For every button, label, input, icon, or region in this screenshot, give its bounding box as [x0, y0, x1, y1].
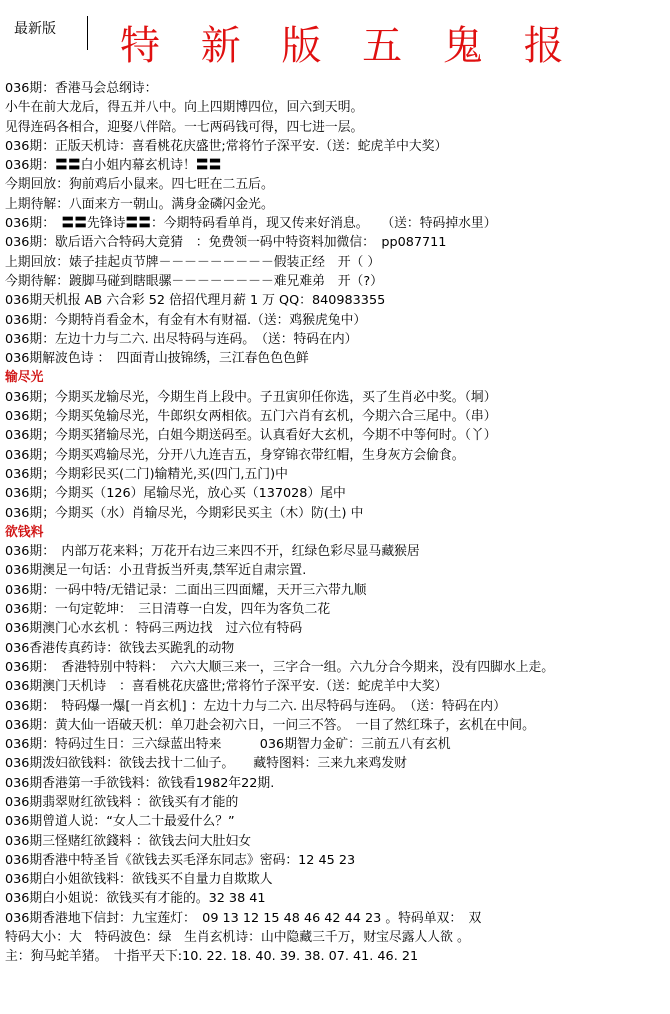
- text-line: 036期香港中特圣旨《欲钱去买毛泽东同志》密码：12 45 23: [5, 852, 356, 868]
- text-line: 036期：正版天机诗：喜看桃花庆盛世;常将竹子深平安.（送：蛇虎羊中大奖）: [5, 138, 448, 154]
- text-line: 036期澳门心水玄机 ：特码三两边找 过六位有特码: [5, 621, 303, 637]
- document-body: [0, 79, 670, 967]
- text-line: 036期香港第一手欲钱料：欲钱看1982年22期.: [5, 775, 275, 791]
- text-line: 036期：左边十力与二六. 出尽特码与连码。 （送：特码在内）: [5, 331, 358, 347]
- text-line: 036期；今期买（水）肖输尽光，今期彩民买主（木）防(土) 中: [5, 505, 364, 521]
- text-line: 036期： 〓〓先锋诗〓〓：今期特码看单肖，现又传来好消息。 （送：特码掉水里）: [5, 216, 497, 232]
- text-line: 036期白小姐说：欲钱买有才能的。32 38 41: [5, 891, 266, 907]
- text-line: 036期： 内部万花来料；万花开右边三来四不开，红绿色彩尽显马藏猴居: [5, 544, 420, 560]
- text-line: 036期澳门天机诗 ：喜看桃花庆盛世;常将竹子深平安.（送：蛇虎羊中大奖）: [5, 679, 448, 695]
- header: [0, 0, 670, 78]
- text-line: 036期；今期买鸡输尽光，分开八九连吉五，身穿锦衣带红帽，生身灰方会偷食。: [5, 447, 465, 463]
- text-line: 036期；今期买龙输尽光，今期生肖上段中。子丑寅卯任你选，买了生肖必中奖。（垌）: [5, 389, 497, 405]
- text-line: 036期；今期买兔输尽光，牛郎织女两相依。五门六肖有玄机，今期六合三尾中。（串）: [5, 409, 497, 425]
- page-title: 特 新 版 五 鬼 报: [120, 23, 578, 69]
- section-heading: 欲钱料: [5, 524, 44, 540]
- text-line: 036香港传真药诗：欲钱去买跪乳的动物: [5, 640, 235, 656]
- text-line: 上期待解：八面来方一朝山。满身金磷闪金光。: [5, 196, 274, 212]
- text-line: 036期；今期买猪输尽光，白姐今期送码至。认真看好大玄机，今期不中等何时。（丫）: [5, 428, 497, 444]
- text-line: 今期待解：踱脚马碰到瞎眼骡－－－－－－－－难兄难弟 开（?）: [5, 273, 383, 289]
- text-line: 036期解波色诗 ： 四面青山披锦绣，三江春色色色鲜: [5, 351, 309, 367]
- edition-label: 最新版: [14, 21, 56, 37]
- text-line: 036期： 特码爆一爆[一肖玄机] ：左边十力与二六. 出尽特码与连码。 （送：特码在内）: [5, 698, 506, 714]
- text-line: 036期：特码过生日：三六绿蓝出特来 036期智力金矿：三前五八有玄机: [5, 737, 451, 753]
- text-line: 036期：一码中特/无错记录：二面出三四面耀，天开三六带九顺: [5, 582, 367, 598]
- text-line: 036期泼妇欲钱料：欲钱去找十二仙子。 藏特图料：三来九来鸡发财: [5, 756, 407, 772]
- text-line: 036期：一句定乾坤： 三日清尊一白发，四年为客负二花: [5, 602, 331, 618]
- text-line: 见得连码各相合，迎娶八伴陪。一七两码钱可得，四七进一层。: [5, 119, 364, 135]
- text-line: 036期：香港马会总纲诗：: [5, 81, 158, 96]
- section-heading: 输尽光: [5, 370, 44, 386]
- text-line: 036期；今期彩民买(二门)输精光,买(四门,五门)中: [5, 466, 288, 482]
- text-line: 036期：今期特肖看金木，有金有木有财福.（送：鸡猴虎兔中）: [5, 312, 367, 328]
- text-line: 今期回放：狗前鸡后小鼠来。四七旺在二五后。: [5, 177, 274, 193]
- text-line: 小牛在前大龙后，得五并八中。向上四期博四位，回六到天明。: [5, 100, 364, 116]
- text-line: 036期翡翠财红欲钱料 ：欲钱买有才能的: [5, 794, 239, 810]
- text-line: 上期回放：婊子挂起贞节牌－－－－－－－－－假装正经 开（ ）: [5, 254, 381, 270]
- text-line: 036期：〓〓白小姐内幕玄机诗！〓〓: [5, 158, 222, 174]
- text-line: 036期香港地下信封：九宝莲灯： 09 13 12 15 48 46 42 44 23 。特码单双： 双: [5, 910, 482, 926]
- text-line: 主：狗马蛇羊猪。 十指平天下:10. 22. 18. 40. 39. 38. 07. 41. 46. 21: [5, 949, 419, 965]
- text-line: 036期白小姐欲钱料：欲钱买不自量力自欺欺人: [5, 872, 273, 888]
- text-line: 036期：黄大仙一语破天机：单刀赴会初六日，一问三不答。 一目了然红珠子，玄机在中间。: [5, 717, 535, 733]
- text-line: 036期： 香港特别中特料： 六六大顺三来一，三字合一组。六九分合今期来，没有四脚水上走。: [5, 659, 555, 675]
- text-line: 特码大小：大 特码波色：绿 生肖玄机诗：山中隐藏三千万，财宝尽露人人欲 。: [5, 930, 477, 946]
- text-line: 036期；今期买（126）尾输尽光，放心买（137028）尾中: [5, 486, 346, 502]
- text-line: 036期天机报 AB 六合彩 52 倍招代理月薪 1 万 QQ：840983355: [5, 293, 386, 309]
- text-line: 036期：歇后语六合特码大竟猜 ：免费领一码中特资料加微信： pp087711: [5, 235, 447, 251]
- text-line: 036期三怪赌红欲錢料 ：欲钱去问大肚妇女: [5, 833, 252, 849]
- header-divider: [87, 16, 88, 50]
- text-line: 036期澳足一句话：小丑背扳当歼夷,禁军近自肃宗置.: [5, 563, 307, 579]
- text-line: 036期曾道人说：“女人二十最爱什么？”: [5, 814, 235, 830]
